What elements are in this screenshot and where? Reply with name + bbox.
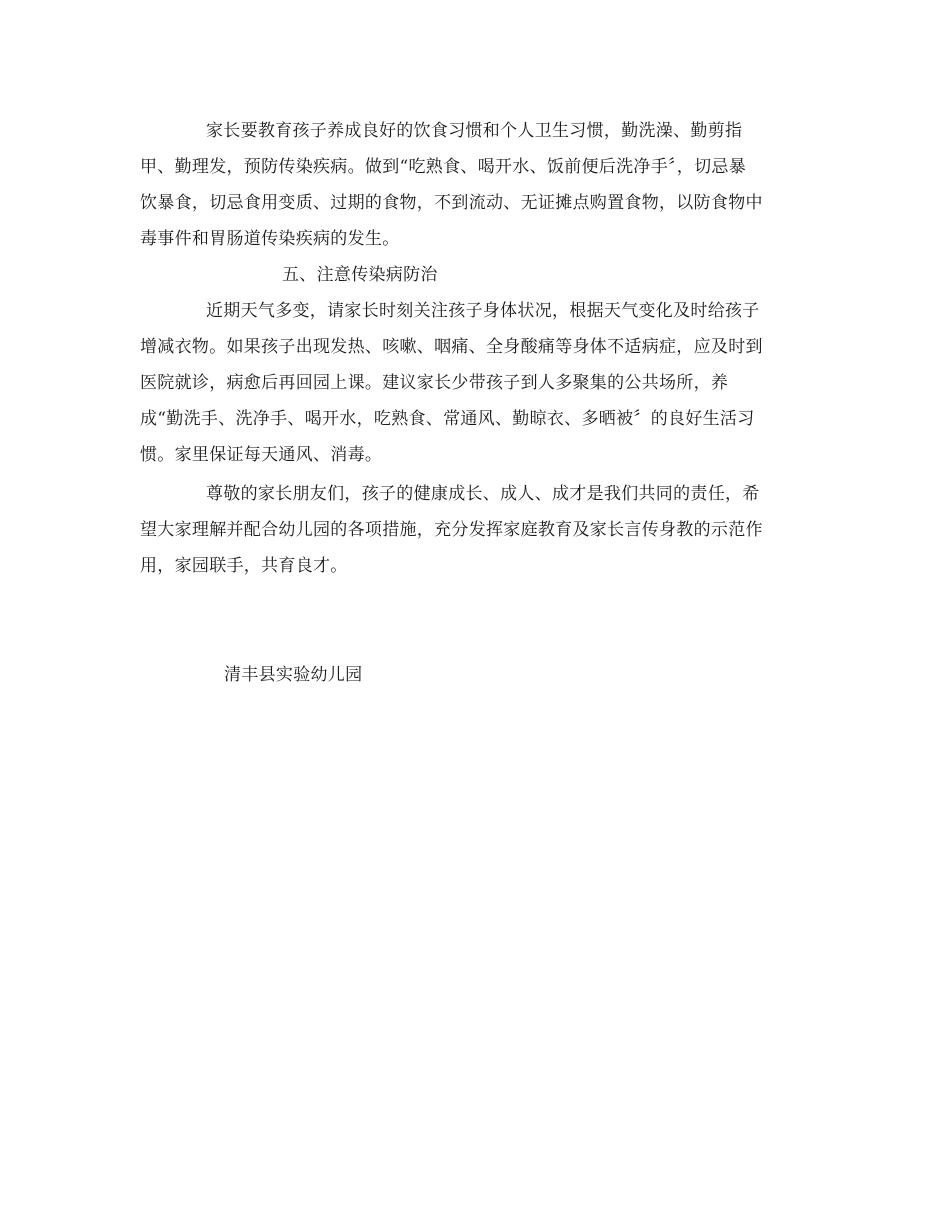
paragraph-3-line-1: 尊敬的家长朋友们，孩子的健康成长、成人、成才是我们共同的责任，希: [206, 484, 760, 504]
section-heading: 五、注意传染病防治: [282, 265, 438, 285]
paragraph-1-line-4: 毒事件和胃肠道传染疾病的发生。: [140, 229, 400, 249]
paragraph-3-line-3: 用，家园联手，共育良才。: [140, 556, 348, 576]
paragraph-2-line-1: 近期天气多变，请家长时刻关注孩子身体状况，根据天气变化及时给孩子: [206, 301, 760, 321]
paragraph-2-line-2: 增减衣物。如果孩子出现发热、咳嗽、咽痛、全身酸痛等身体不适病症，应及时到: [140, 337, 763, 357]
signature: 清丰县实验幼儿园: [224, 665, 363, 685]
paragraph-3-line-2: 望大家理解并配合幼儿园的各项措施，充分发挥家庭教育及家长言传身教的示范作: [140, 520, 763, 540]
paragraph-2-line-5: 惯。家里保证每天通风、消毒。: [140, 445, 383, 465]
paragraph-2-line-3: 医院就诊，病愈后再回园上课。建议家长少带孩子到人多聚集的公共场所，养: [140, 373, 729, 393]
paragraph-2-line-4: 成“勤洗手、洗净手、喝开水，吃熟食、常通风、勤晾衣、多晒被〞的良好生活习: [140, 409, 755, 429]
paragraph-1-line-1: 家长要教育孩子养成良好的饮食习惯和个人卫生习惯，勤洗澡、勤剪指: [206, 121, 743, 141]
paragraph-1-line-3: 饮暴食，切忌食用变质、过期的食物，不到流动、无证摊点购置食物，以防食物中: [140, 193, 763, 213]
paragraph-1-line-2: 甲、勤理发，预防传染疾病。做到“吃熟食、喝开水、饭前便后洗净手〞，切忌暴: [140, 157, 746, 177]
